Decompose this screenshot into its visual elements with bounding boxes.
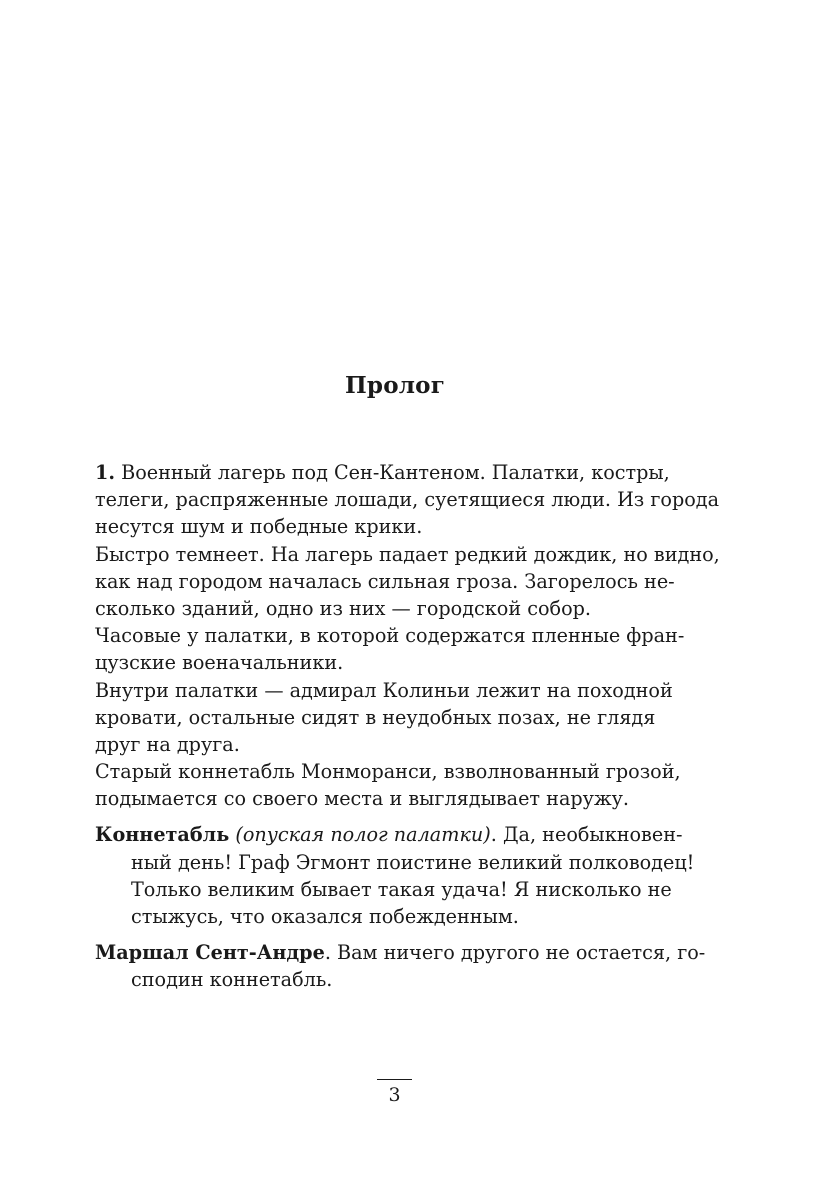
page-title: Пролог (345, 372, 445, 399)
scene-line: телеги, распряженные лошади, суетящиеся люди. Из города (95, 488, 720, 512)
page-number-rule (377, 1079, 412, 1080)
speaker-name: Маршал Сент-Андре (95, 941, 325, 965)
dialogue-line: сподин коннетабль. (131, 968, 333, 992)
scene-line: сколько зданий, одно из них — городской собор. (95, 596, 592, 620)
dialogue-line: стыжусь, что оказался побежденным. (131, 905, 519, 928)
scene-line: несутся шум и победные крики. (95, 515, 423, 539)
scene-line: цузские военачальники. (95, 651, 344, 675)
scene-line: подымается со своего места и выглядывает наружу. (95, 787, 629, 811)
scene-text: Военный лагерь под Сен-Кантеном. Палатки, костры, (115, 461, 670, 484)
scene-line: как над городом началась сильная гроза. Загорелось не- (95, 569, 675, 593)
dialogue-line: ный день! Граф Эгмонт поистине великий полководец! (131, 850, 695, 874)
scene-line: Внутри палатки — адмирал Колиньи лежит на походной (95, 678, 673, 702)
dialogue-text: . Да, необыкновен- (490, 823, 683, 847)
scene-line: кровати, остальные сидят в неудобных позах, не глядя (95, 705, 656, 729)
scene-line (95, 459, 705, 486)
text-block (95, 459, 720, 994)
dialogue-line (95, 821, 705, 848)
scene-line: Часовые у палатки, в которой содержатся пленные фран- (95, 624, 685, 648)
scene-line: друг на друга. (95, 732, 240, 756)
scene-line: Старый коннетабль Монморанси, взволнованный грозой, (95, 760, 681, 784)
page-number: 3 (388, 1084, 401, 1106)
dialogue-line: Только великим бывает такая удача! Я нисколько не (131, 877, 672, 901)
scene-line: Быстро темнеет. На лагерь падает редкий дождик, но видно, (95, 542, 720, 566)
dialogue-text: . Вам ничего другого не остается, го- (324, 941, 706, 965)
dialogue-line (95, 939, 705, 966)
scene-number: 1. (95, 461, 116, 484)
stage-direction: (опуская полог палатки) (235, 823, 491, 847)
speaker-name: Коннетабль (95, 823, 230, 847)
